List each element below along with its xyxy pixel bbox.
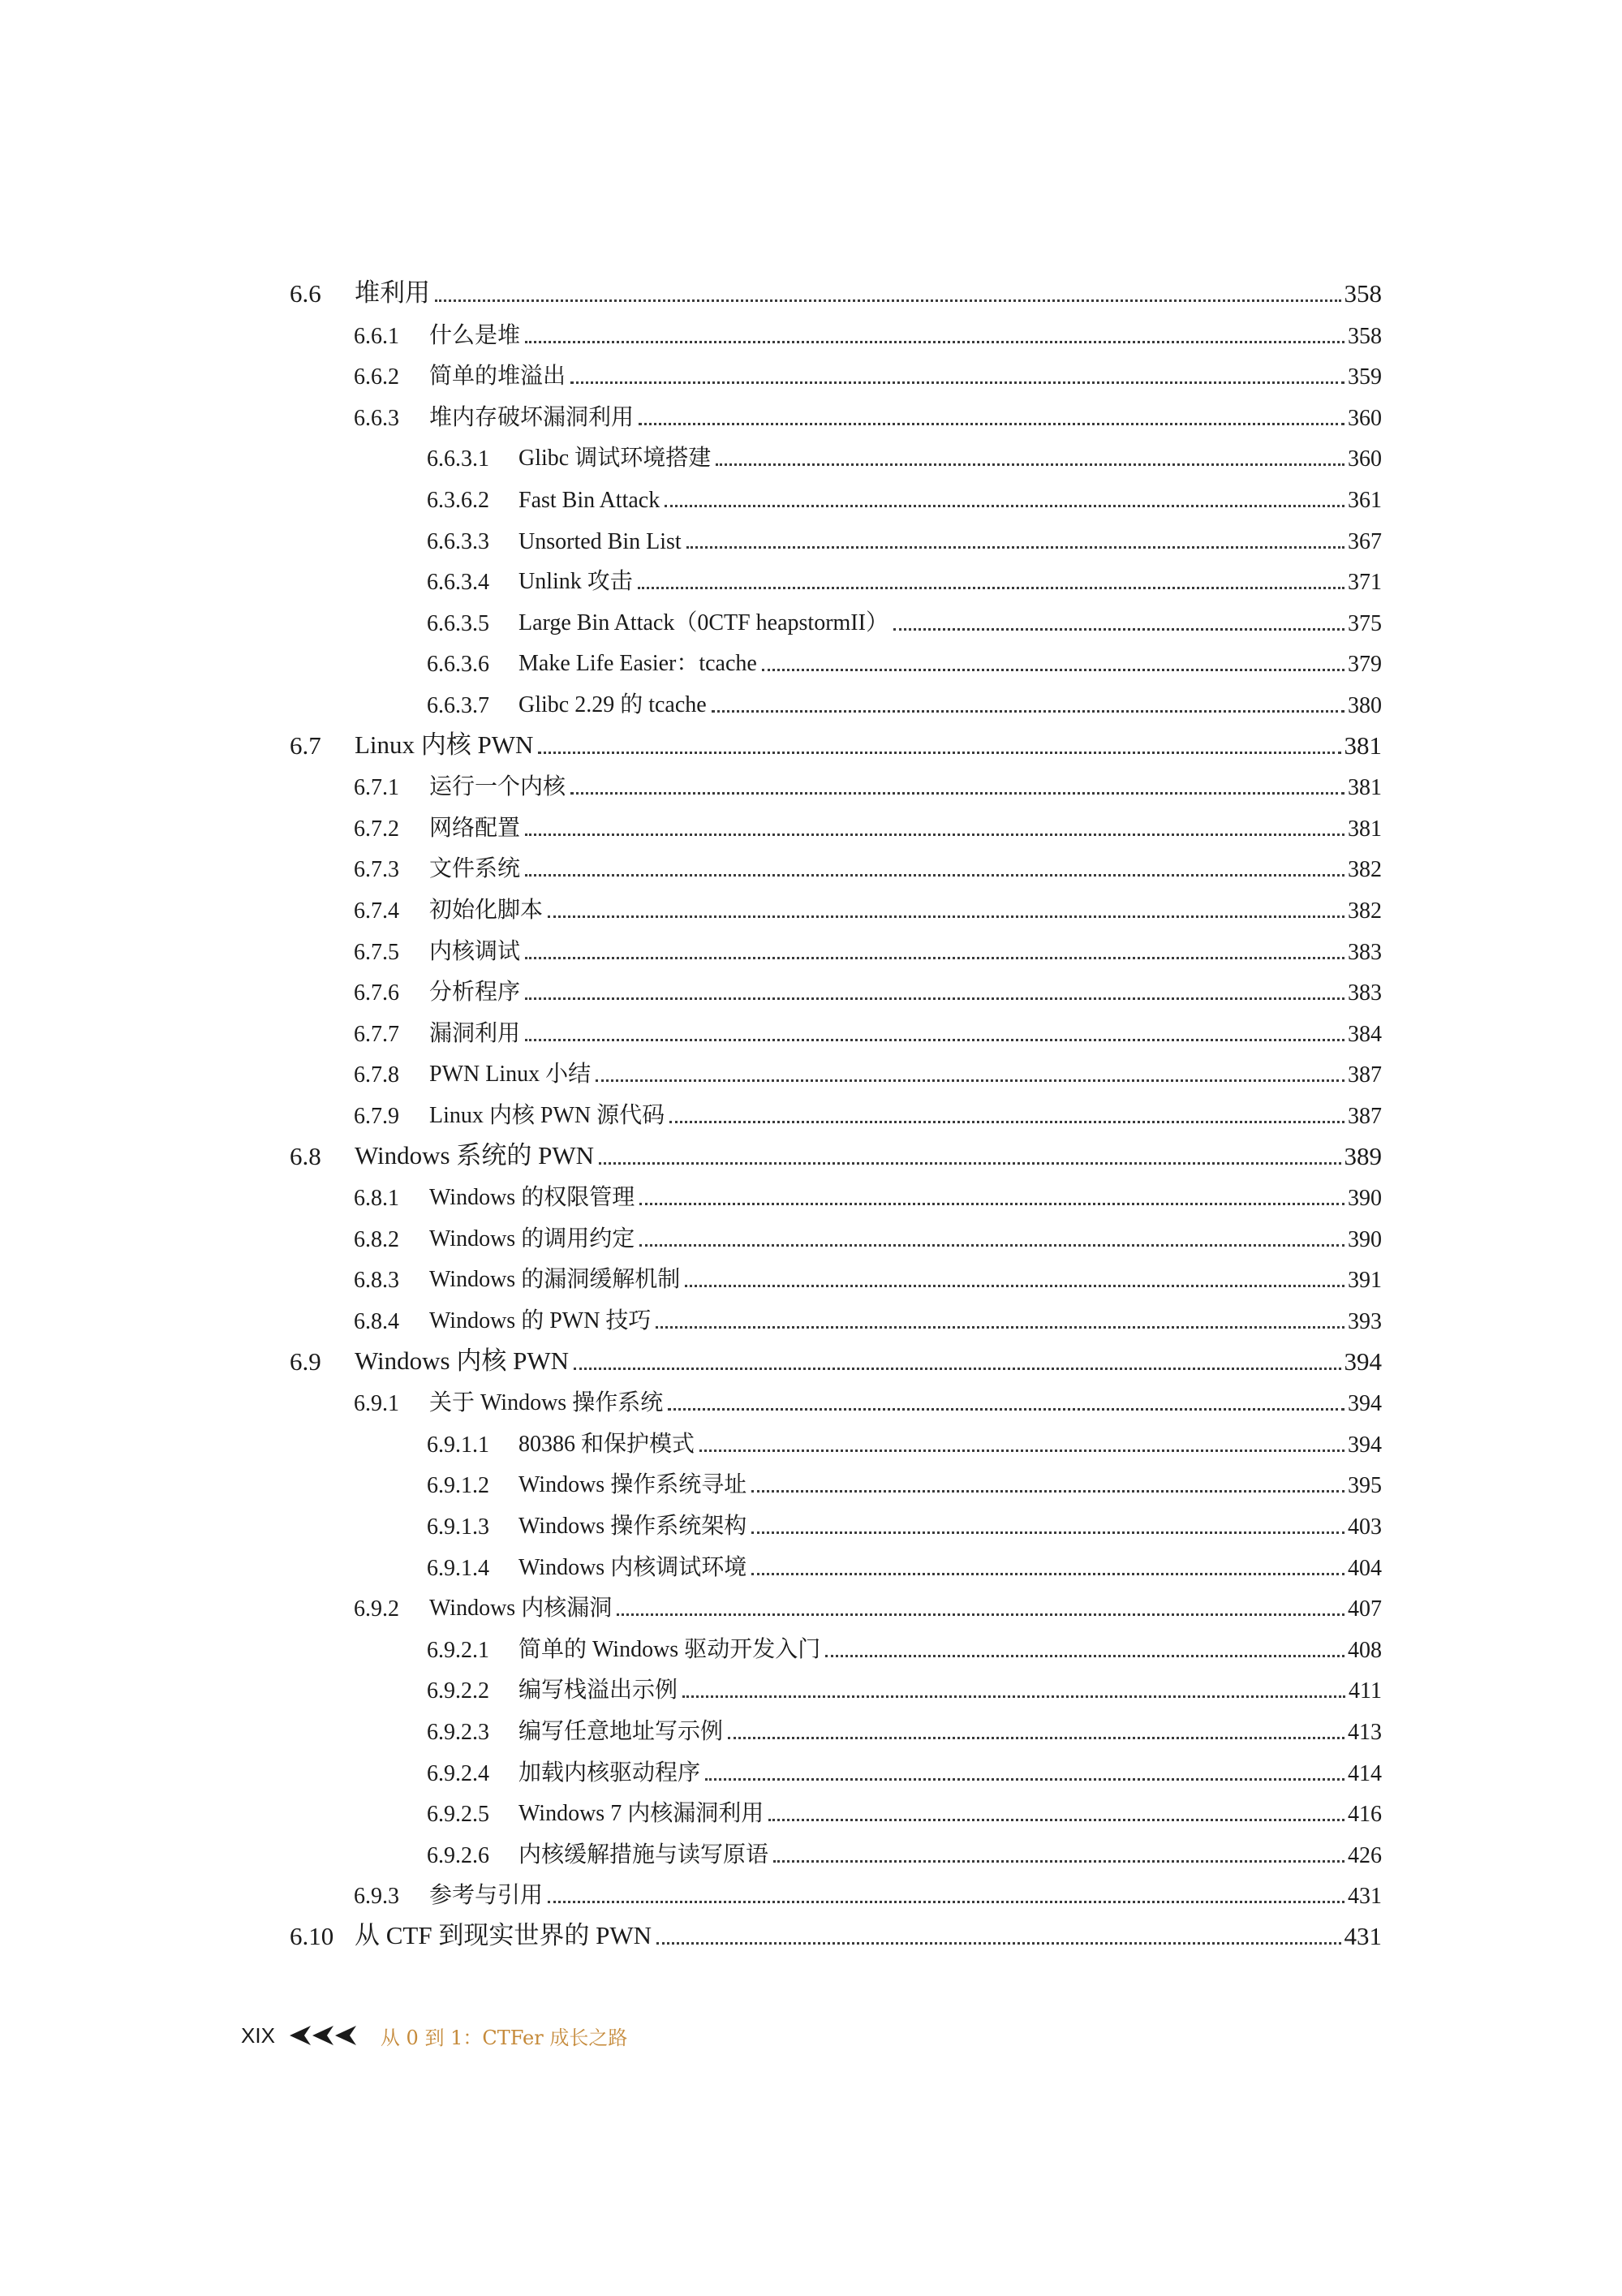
toc-entry-title: 文件系统: [429, 856, 521, 881]
toc-entry-title: 80386 和保护模式: [518, 1432, 695, 1457]
dot-leader: [525, 341, 1344, 343]
toc-entry-title: 分析程序: [429, 980, 521, 1005]
toc-entry-title: 内核缓解措施与读写原语: [518, 1842, 769, 1867]
toc-entry-level-3: [427, 1705, 1382, 1746]
dot-leader: [668, 1408, 1344, 1411]
dot-leader: [685, 1285, 1344, 1287]
dot-leader: [525, 997, 1344, 1000]
toc-entry-page: 375: [1348, 611, 1382, 636]
toc-entry-title: 内核调试: [429, 939, 521, 964]
toc-entry-page: 384: [1348, 1022, 1382, 1047]
triple-left-chevron-icon: [290, 2025, 361, 2046]
dot-leader: [751, 1490, 1344, 1493]
toc-entry-number: 6.9.3: [354, 1884, 399, 1909]
dot-leader: [548, 915, 1344, 918]
toc-entry-level-2: [354, 1294, 1382, 1335]
dot-leader: [682, 1695, 1345, 1698]
toc-entry-number: 6.7.6: [354, 980, 399, 1006]
toc-entry-title: Large Bin Attack（0CTF heapstormII）: [518, 610, 888, 635]
dot-leader: [656, 1326, 1344, 1329]
toc-entry-title: Make Life Easier：tcache: [518, 651, 757, 676]
toc-entry-level-3: [427, 1747, 1382, 1787]
dot-leader: [825, 1655, 1344, 1657]
toc-entry-level-2: [354, 1171, 1382, 1212]
toc-entry-page: 360: [1348, 446, 1382, 472]
dot-leader: [525, 834, 1344, 836]
toc-entry-level-2: [354, 350, 1382, 390]
toc-entry-page: 381: [1348, 816, 1382, 842]
toc-entry-page: 382: [1348, 857, 1382, 882]
toc-entry-title: PWN Linux 小结: [429, 1062, 592, 1087]
toc-entry-title: 什么是堆: [429, 323, 521, 348]
page-number: XIX: [241, 2022, 275, 2048]
toc-entry-number: 6.8.4: [354, 1309, 399, 1334]
dot-leader: [728, 1737, 1344, 1739]
toc-entry-level-2: [354, 1089, 1382, 1130]
toc-entry-title: Windows 的权限管理: [429, 1185, 635, 1210]
toc-entry-level-2: [354, 966, 1382, 1006]
toc-entry-level-3: [427, 637, 1382, 678]
toc-entry-page: 414: [1348, 1761, 1382, 1786]
dot-leader: [599, 1162, 1341, 1165]
toc-entry-number: 6.9.2.6: [427, 1843, 489, 1868]
toc-entry-number: 6.6.3: [354, 406, 399, 431]
toc-entry-number: 6.9.2.1: [427, 1638, 489, 1663]
toc-entry-number: 6.6.3.4: [427, 570, 489, 595]
toc-entry-title: Linux 内核 PWN: [355, 730, 534, 759]
toc-entry-title: Windows 内核 PWN: [355, 1346, 569, 1375]
toc-entry-level-3: [427, 432, 1382, 472]
toc-entry-title: 运行一个内核: [429, 774, 566, 799]
toc-entry-page: 382: [1348, 898, 1382, 924]
toc-entry-title: Windows 内核调试环境: [518, 1555, 747, 1580]
toc-entry-page: 394: [1348, 1432, 1382, 1458]
toc-entry-title: Fast Bin Attack: [518, 488, 660, 513]
toc-entry-number: 6.9.1.2: [427, 1473, 489, 1498]
toc-entry-number: 6.8.1: [354, 1186, 399, 1211]
toc-entry-number: 6.7.5: [354, 940, 399, 965]
toc-entry-page: 390: [1348, 1227, 1382, 1252]
dot-leader: [548, 1901, 1344, 1903]
toc-entry-number: 6.9.2: [354, 1596, 399, 1622]
toc-entry-title: 从 CTF 到现实世界的 PWN: [355, 1921, 652, 1949]
toc-entry-page: 387: [1348, 1104, 1382, 1129]
toc-entry-page: 403: [1348, 1514, 1382, 1540]
toc-entry-number: 6.7.9: [354, 1104, 399, 1129]
toc-entry-number: 6.8.3: [354, 1268, 399, 1293]
toc-entry-level-1: [290, 720, 1382, 760]
toc-entry-level-2: [354, 760, 1382, 801]
toc-entry-level-2: [354, 1253, 1382, 1294]
toc-entry-level-3: [427, 1458, 1382, 1499]
dot-leader: [570, 792, 1344, 795]
dot-leader: [762, 669, 1344, 671]
toc-entry-title: Unlink 攻击: [518, 569, 633, 594]
toc-entry-number: 6.7.1: [354, 775, 399, 800]
toc-entry-title: Windows 的 PWN 技巧: [429, 1308, 652, 1333]
toc-entry-level-2: [354, 925, 1382, 966]
toc-entry-level-2: [354, 802, 1382, 842]
toc-entry-level-3: [427, 515, 1382, 555]
dot-leader: [893, 628, 1344, 631]
dot-leader: [712, 710, 1344, 713]
toc-entry-level-1: [290, 1131, 1382, 1171]
dot-leader: [617, 1613, 1344, 1616]
toc-entry-level-1: [290, 1910, 1382, 1951]
toc-entry-number: 6.7.2: [354, 816, 399, 842]
toc-entry-number: 6.9.1.3: [427, 1514, 489, 1540]
dot-leader: [525, 957, 1344, 959]
toc-entry-page: 379: [1348, 652, 1382, 677]
toc-entry-page: 360: [1348, 406, 1382, 431]
toc-entry-number: 6.10: [290, 1922, 334, 1950]
toc-entry-level-2: [354, 1007, 1382, 1048]
toc-entry-page: 393: [1348, 1309, 1382, 1334]
toc-entry-page: 383: [1348, 980, 1382, 1006]
toc-entry-title: Windows 内核漏洞: [429, 1596, 613, 1621]
toc-entry-number: 6.9.1.4: [427, 1556, 489, 1581]
toc-entry-page: 431: [1344, 1922, 1382, 1950]
dot-leader: [773, 1860, 1344, 1863]
toc-entry-number: 6.8: [290, 1142, 321, 1170]
toc-entry-page: 395: [1348, 1473, 1382, 1498]
toc-entry-level-3: [427, 1418, 1382, 1458]
toc-entry-title: 参考与引用: [429, 1883, 544, 1908]
toc-entry-level-2: [354, 309, 1382, 350]
toc-entry-title: Glibc 2.29 的 tcache: [518, 692, 707, 717]
dot-leader: [525, 874, 1344, 877]
toc-entry-level-1: [290, 1336, 1382, 1376]
toc-entry-level-2: [354, 884, 1382, 924]
toc-entry-number: 6.9.2.5: [427, 1802, 489, 1827]
toc-entry-number: 6.7.3: [354, 857, 399, 882]
toc-entry-page: 431: [1348, 1884, 1382, 1909]
toc-entry-number: 6.9.2.4: [427, 1761, 489, 1786]
toc-entry-page: 407: [1348, 1596, 1382, 1622]
toc-entry-title: Windows 的调用约定: [429, 1226, 635, 1251]
dot-leader: [639, 1203, 1344, 1205]
dot-leader: [751, 1573, 1344, 1575]
toc-entry-number: 6.8.2: [354, 1227, 399, 1252]
toc-entry-page: 358: [1348, 324, 1382, 349]
toc-entry-title: 初始化脚本: [429, 898, 544, 923]
toc-entry-page: 404: [1348, 1556, 1382, 1581]
dot-leader: [656, 1942, 1341, 1945]
toc-entry-title: 编写任意地址写示例: [518, 1719, 724, 1744]
toc-entry-level-2: [354, 842, 1382, 883]
dot-leader: [751, 1531, 1344, 1534]
toc-entry-level-2: [354, 1869, 1382, 1910]
dot-leader: [665, 505, 1344, 507]
toc-entry-page: 416: [1348, 1802, 1382, 1827]
toc-entry-page: 408: [1348, 1638, 1382, 1663]
toc-entry-level-2: [354, 391, 1382, 432]
toc-entry-level-2: [354, 1213, 1382, 1253]
dot-leader: [538, 752, 1340, 754]
toc-entry-number: 6.6: [290, 279, 321, 308]
toc-entry-page: 387: [1348, 1062, 1382, 1088]
toc-entry-title: 关于 Windows 操作系统: [429, 1390, 664, 1415]
dot-leader: [705, 1778, 1344, 1781]
toc-entry-number: 6.9.2.2: [427, 1678, 489, 1704]
toc-entry-page: 394: [1348, 1391, 1382, 1416]
toc-entry-title: Glibc 调试环境搭建: [518, 446, 712, 471]
dot-leader: [716, 463, 1344, 466]
toc-entry-title: 编写栈溢出示例: [518, 1678, 678, 1703]
toc-entry-page: 411: [1349, 1678, 1382, 1704]
toc-entry-title: 堆内存破坏漏洞利用: [429, 405, 635, 430]
toc-entry-number: 6.7.8: [354, 1062, 399, 1088]
toc-entry-level-1: [290, 268, 1382, 308]
toc-entry-title: Linux 内核 PWN 源代码: [429, 1103, 665, 1128]
toc-entry-level-3: [427, 1829, 1382, 1869]
toc-entry-page: 371: [1348, 570, 1382, 595]
toc-entry-level-3: [427, 597, 1382, 637]
toc-entry-number: 6.9.1: [354, 1391, 399, 1416]
toc-entry-page: 367: [1348, 529, 1382, 554]
page-footer: [241, 2015, 627, 2056]
toc-entry-level-3: [427, 473, 1382, 514]
toc-entry-number: 6.9.1.1: [427, 1432, 489, 1458]
dot-leader: [570, 381, 1344, 384]
toc-entry-title: 加载内核驱动程序: [518, 1760, 701, 1786]
dot-leader: [574, 1368, 1341, 1370]
toc-entry-title: Unsorted Bin List: [518, 529, 682, 554]
dot-leader: [639, 1244, 1344, 1247]
toc-entry-number: 6.3.6.2: [427, 488, 489, 513]
toc-entry-level-2: [354, 1582, 1382, 1622]
toc-entry-number: 6.7: [290, 731, 321, 760]
dot-leader: [699, 1450, 1344, 1452]
toc-entry-title: 网络配置: [429, 816, 521, 841]
dot-leader: [669, 1121, 1344, 1123]
toc-entry-title: Windows 系统的 PWN: [355, 1141, 594, 1170]
toc-entry-level-2: [354, 1048, 1382, 1088]
toc-entry-title: Windows 的漏洞缓解机制: [429, 1267, 681, 1292]
toc-entry-level-3: [427, 1500, 1382, 1540]
dot-leader: [525, 1039, 1344, 1041]
toc-entry-page: 381: [1344, 731, 1382, 760]
toc-entry-level-3: [427, 1541, 1382, 1582]
toc-entry-number: 6.6.3.6: [427, 652, 489, 677]
toc-entry-page: 426: [1348, 1843, 1382, 1868]
dot-leader: [768, 1819, 1344, 1821]
dot-leader: [639, 423, 1344, 425]
toc-entry-number: 6.9.2.3: [427, 1720, 489, 1745]
toc-entry-page: 390: [1348, 1186, 1382, 1211]
dot-leader: [435, 299, 1341, 302]
toc-entry-number: 6.7.4: [354, 898, 399, 924]
toc-entry-level-3: [427, 678, 1382, 719]
toc-entry-title: 漏洞利用: [429, 1021, 521, 1046]
toc-entry-title: 堆利用: [355, 278, 430, 307]
toc-entry-page: 358: [1344, 279, 1382, 308]
toc-entry-number: 6.6.3.5: [427, 611, 489, 636]
toc-entry-title: Windows 7 内核漏洞利用: [518, 1801, 764, 1826]
toc-entry-number: 6.7.7: [354, 1022, 399, 1047]
toc-entry-number: 6.6.3.7: [427, 693, 489, 718]
book-title: 从 0 到 1：CTFer 成长之路: [380, 2026, 628, 2049]
toc-entry-level-2: [354, 1376, 1382, 1417]
toc-entry-page: 380: [1348, 693, 1382, 718]
toc-entry-number: 6.6.1: [354, 324, 399, 349]
toc-entry-title: 简单的 Windows 驱动开发入门: [518, 1637, 821, 1662]
toc-entry-page: 394: [1344, 1347, 1382, 1376]
toc-entry-number: 6.6.2: [354, 364, 399, 390]
toc-entry-title: 简单的堆溢出: [429, 364, 566, 389]
toc-entry-page: 359: [1348, 364, 1382, 390]
toc-entry-title: Windows 操作系统架构: [518, 1514, 747, 1539]
toc-entry-page: 381: [1348, 775, 1382, 800]
dot-leader: [686, 546, 1344, 549]
toc-entry-page: 391: [1348, 1268, 1382, 1293]
toc-entry-level-3: [427, 1787, 1382, 1828]
toc-entry-page: 361: [1348, 488, 1382, 513]
toc-entry-number: 6.9: [290, 1347, 321, 1376]
toc-entry-level-3: [427, 1623, 1382, 1664]
toc-entry-title: Windows 操作系统寻址: [518, 1472, 747, 1497]
toc-entry-page: 383: [1348, 940, 1382, 965]
toc-entry-number: 6.6.3.1: [427, 446, 489, 472]
toc-entry-page: 389: [1344, 1142, 1382, 1170]
toc-entry-number: 6.6.3.3: [427, 529, 489, 554]
toc-entry-page: 413: [1348, 1720, 1382, 1745]
dot-leader: [638, 587, 1344, 589]
dot-leader: [596, 1079, 1344, 1082]
toc-entry-level-3: [427, 555, 1382, 596]
toc-entry-level-3: [427, 1664, 1382, 1704]
